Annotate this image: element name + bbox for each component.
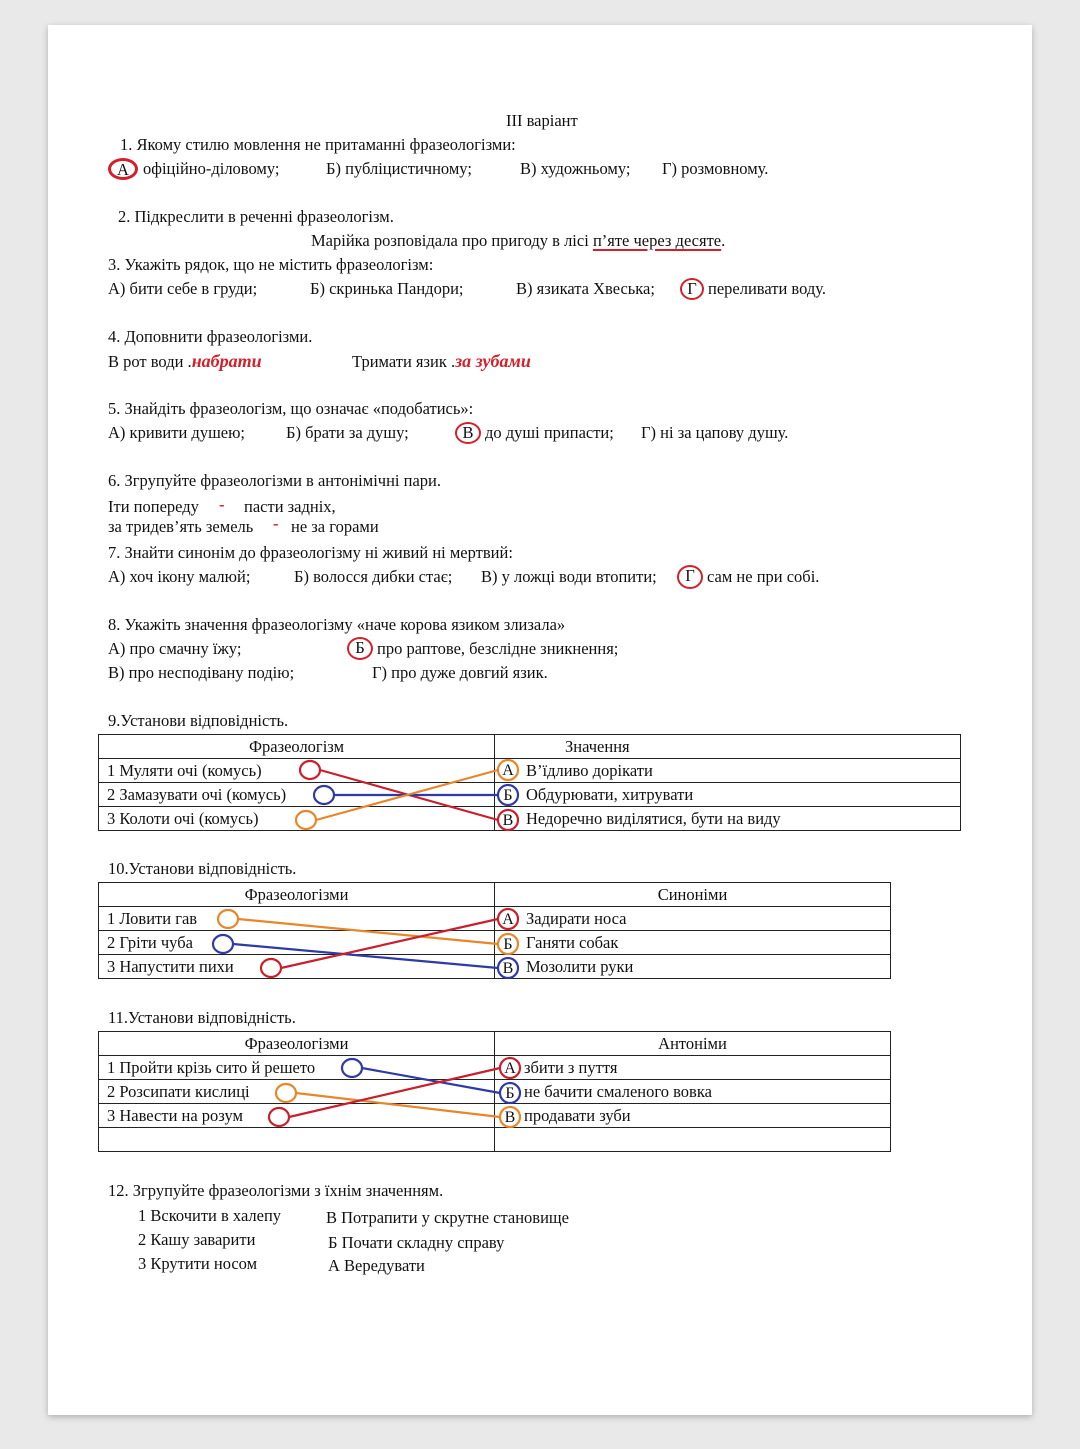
q9-left-1: 1 Муляти очі (комусь) (99, 759, 495, 783)
q5-option-d: Г) ні за цапову душу. (641, 423, 789, 442)
q3-option-d: переливати воду. (708, 279, 826, 298)
q7-option-a: А) хоч ікону малюй; (108, 567, 251, 586)
q10-right-c: Мозолити руки (495, 955, 891, 979)
q10-col-left-header: Фразеологізми (99, 883, 495, 907)
q9-right-b: Обдурювати, хитрувати (495, 783, 961, 807)
q11-match-line-3 (289, 1068, 500, 1117)
q8-option-a: А) про смачну їжу; (108, 639, 242, 658)
q11-left-circle-2 (276, 1084, 296, 1102)
q6-pair-2-left: за тридев’ять земель (108, 517, 254, 536)
q12-right-1: В Потрапити у скрутне становище (326, 1208, 569, 1227)
q10-match-line-1 (238, 919, 498, 944)
page-title: ІІІ варіант (506, 111, 578, 130)
q5-option-c: до душі припасти; (485, 423, 614, 442)
q3-option-c: В) язиката Хвеська; (516, 279, 655, 298)
q1-option-b: Б) публіцистичному; (326, 159, 472, 178)
q1-option-d: Г) розмовному. (662, 159, 769, 178)
q8-option-c: В) про несподівану подію; (108, 663, 295, 682)
q10-col-right-header: Синоніми (495, 883, 891, 907)
worksheet-page (48, 25, 1032, 1415)
q7-option-c: В) у ложці води втопити; (481, 567, 657, 586)
q12-right-3: А Вередувати (328, 1256, 425, 1275)
q11-right-b: не бачити смаленого вовка (495, 1080, 891, 1104)
q9-question: 9.Установи відповідність. (108, 711, 289, 730)
q11-right-letter-2: Б (505, 1085, 515, 1102)
q9-left-2: 2 Замазувати очі (комусь) (99, 783, 495, 807)
q10-left-3: 3 Напустити пихи (99, 955, 495, 979)
q2-question: 2. Підкреслити в реченні фразеологізм. (118, 207, 394, 226)
q9-right-a: В’їдливо дорікати (495, 759, 961, 783)
q1-option-c: В) художньому; (520, 159, 631, 178)
q11-right-letter-3: В (504, 1109, 516, 1126)
q2-sentence: Марійка розповідала про пригоду в лісі п’яте через десяте. (311, 231, 726, 250)
q9-right-letter-1: А (502, 762, 514, 779)
q10-left-circle-2 (213, 935, 233, 953)
q11-left-circle-3 (269, 1108, 289, 1126)
q5-circled-letter: В (455, 422, 481, 444)
q4-item-1: В рот води .набрати (108, 351, 262, 371)
q9-right-c: Недоречно виділятися, бути на виду (495, 807, 961, 831)
q11-left-2: 2 Розсипати кислиці (99, 1080, 495, 1104)
q10-left-circle-3 (261, 959, 281, 977)
q11-col-left-header: Фразеологізми (99, 1032, 495, 1056)
q10-right-b: Ганяти собак (495, 931, 891, 955)
q11-right-c: продавати зуби (495, 1104, 891, 1128)
q11-left-3: 3 Навести на розум (99, 1104, 495, 1128)
q10-right-letter-1: А (502, 911, 514, 928)
q6-pair-2-right: не за горами (291, 517, 379, 536)
q5-option-b: Б) брати за душу; (286, 423, 409, 442)
q5-option-a: А) кривити душею; (108, 423, 246, 442)
q9-left-circle-2 (314, 786, 334, 804)
matching-lines-overlay (48, 25, 1032, 1415)
q7-circled-letter: Г (677, 565, 703, 589)
q8-circled-letter: Б (347, 637, 373, 660)
q10-right-letter-3: В (502, 960, 514, 977)
q4-item-2: Тримати язик .за зубами (352, 351, 531, 371)
q11-right-a: збити з пуття (495, 1056, 891, 1080)
q3-option-b: Б) скринька Пандори; (310, 279, 464, 298)
q8-question: 8. Укажіть значення фразеологізму «наче корова язиком злизала» (108, 615, 566, 634)
q8-option-d: Г) про дуже довгий язик. (372, 663, 548, 682)
q7-question: 7. Знайти синонім до фразеологізму ні живий ні мертвий: (108, 543, 513, 562)
q3-circled-letter: Г (680, 278, 704, 300)
q1-question: 1. Якому стилю мовлення не притаманні фразеологізми: (120, 135, 516, 154)
q3-question: 3. Укажіть рядок, що не містить фразеологізм: (108, 255, 434, 274)
q12-left-2: 2 Кашу заварити (138, 1230, 256, 1249)
q3-option-a: А) бити себе в груди; (108, 279, 258, 298)
q6-pair-2-dash: - (273, 514, 279, 533)
q11-col-right-header: Антоніми (495, 1032, 891, 1056)
q6-pair-1-left: Іти попереду (108, 497, 199, 516)
q11-left-1: 1 Пройти крізь сито й решето (99, 1056, 495, 1080)
q12-left-3: 3 Крутити носом (138, 1254, 258, 1273)
q9-left-3: 3 Колоти очі (комусь) (99, 807, 495, 831)
q10-left-circle-1 (218, 910, 238, 928)
q9-right-letter-2: Б (503, 787, 513, 804)
q7-option-b: Б) волосся дибки стає; (294, 567, 453, 586)
q9-left-circle-1 (300, 761, 320, 779)
q10-right-a: Задирати носа (495, 907, 891, 931)
q5-question: 5. Знайдіть фразеологізм, що означає «подобатись»: (108, 399, 474, 418)
q8-option-b: про раптове, безслідне зникнення; (377, 639, 619, 658)
q11-right-letter-1: А (504, 1060, 516, 1077)
q6-question: 6. Згрупуйте фразеологізми в антонімічні пари. (108, 471, 441, 490)
q12-left-1: 1 Вскочити в халепу (138, 1206, 282, 1225)
q12-right-2: Б Почати складну справу (328, 1233, 505, 1252)
q6-pair-1-dash: - (219, 495, 225, 514)
q10-left-1: 1 Ловити гав (99, 907, 495, 931)
q7-option-d: сам не при собі. (707, 567, 820, 586)
q9-col-right-header: Значення (495, 735, 961, 759)
q12-question: 12. Згрупуйте фразеологізми з їхнім значенням. (108, 1181, 444, 1200)
q1-circled-letter: А (108, 158, 138, 180)
q11-left-circle-1 (342, 1059, 362, 1077)
q11-question: 11.Установи відповідність. (108, 1008, 296, 1027)
q9-right-letter-3: В (502, 812, 514, 829)
q9-col-left-header: Фразеологізм (99, 735, 495, 759)
q1-option-a: офіційно-діловому; (143, 159, 280, 178)
q4-answer-1: набрати (191, 351, 262, 371)
q10-left-2: 2 Гріти чуба (99, 931, 495, 955)
q11-match-line-2 (296, 1093, 500, 1117)
q9-left-circle-3 (296, 811, 316, 829)
q10-right-letter-2: Б (503, 936, 513, 953)
q4-question: 4. Доповнити фразеологізми. (108, 327, 313, 346)
q10-question: 10.Установи відповідність. (108, 859, 297, 878)
q2-underlined-idiom: п’яте через десяте (592, 231, 722, 250)
q6-pair-1-right: пасти задніх, (244, 497, 336, 516)
q4-answer-2: за зубами (455, 351, 531, 371)
